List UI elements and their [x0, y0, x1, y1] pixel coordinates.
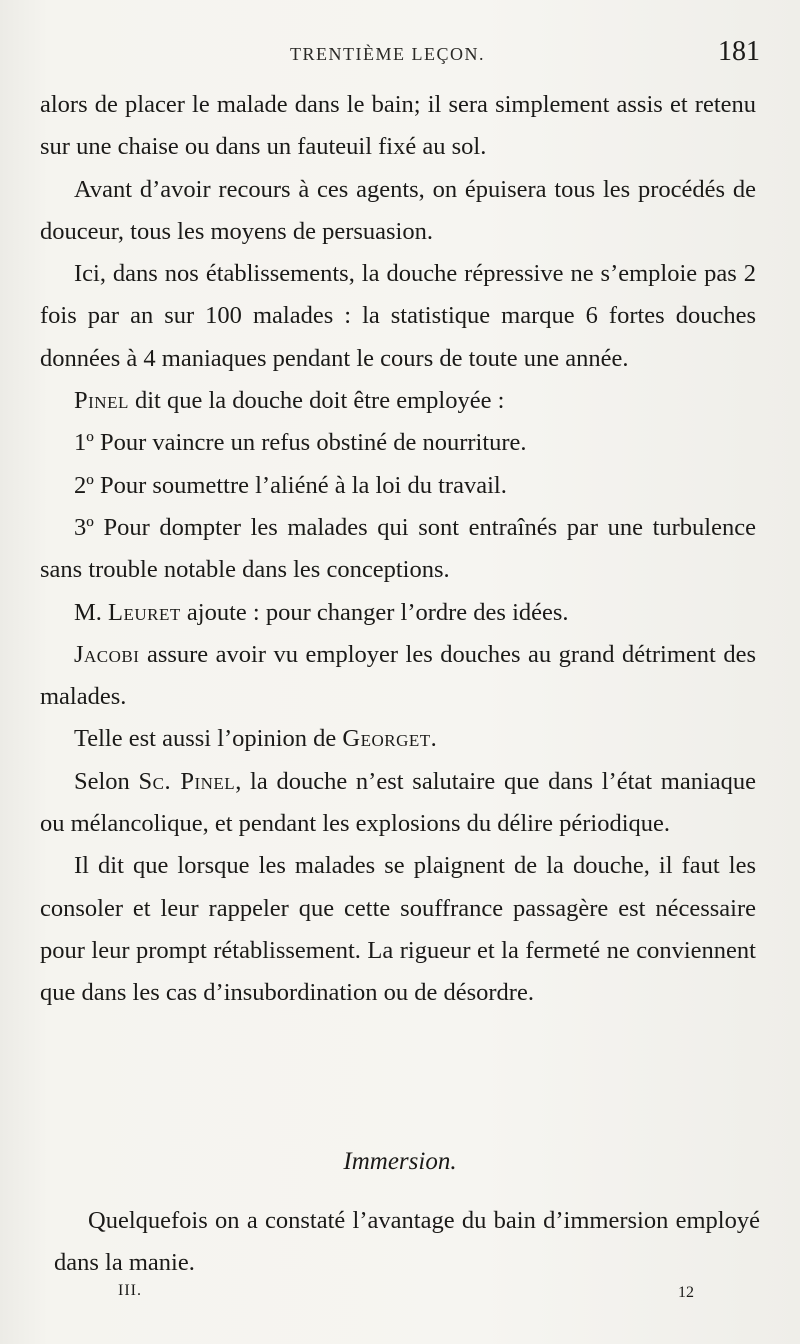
list-item — [40, 465, 756, 507]
paragraph-text: dit que la douche doit être employée : — [128, 387, 505, 415]
list-item — [40, 507, 756, 592]
list-item — [40, 422, 756, 464]
paragraph-text: Quelquefois on a constaté l’avantage du bain d’immersion employé dans la manie. — [54, 1207, 760, 1276]
closing-paragraph — [54, 1200, 760, 1284]
page-number: 181 — [718, 36, 760, 67]
paragraph — [40, 634, 756, 719]
paragraph-text: Telle est aussi l’opinion de — [74, 725, 343, 753]
paragraph — [54, 1200, 760, 1284]
paragraph-text: M. — [74, 598, 109, 626]
paragraph-text: Il dit que lorsque les malades se plaignent de la douche, il faut les consoler et leur rappeler que cette souffrance passagère est nécessaire pour leur prompt rétablissement. La rigueur et la fermeté ne conviennent que dans les cas d’insubordination ou de désordre. — [40, 852, 756, 1007]
paragraph — [40, 84, 756, 169]
paragraph — [40, 761, 756, 846]
running-head: TRENTIÈME LEÇON. — [290, 44, 485, 64]
paragraph-text: Avant d’avoir recours à ces agents, on épuisera tous les procédés de douceur, tous les moyens de persuasion. — [40, 175, 756, 245]
paragraph-text: , la douche n’est salutaire que dans l’état maniaque ou mélancolique, et pendant les explosions du délire périodique. — [40, 767, 757, 838]
paragraph — [40, 845, 756, 1014]
volume-signature: III. — [118, 1282, 142, 1299]
body-text — [40, 84, 756, 1015]
list-item-text: 3º Pour dompter les malades qui sont entraînés par une turbulence sans trouble notable dans les conceptions. — [40, 513, 756, 584]
section-title: Immersion. — [343, 1148, 457, 1175]
list-item-text: 1º Pour vaincre un refus obstiné de nourriture. — [74, 429, 527, 457]
paragraph-text: Selon — [74, 767, 139, 795]
paragraph — [40, 718, 756, 760]
author-name: Leuret — [108, 598, 181, 626]
paragraph — [40, 169, 756, 254]
paragraph — [40, 253, 756, 380]
paragraph-text: ajoute : pour changer l’ordre des idées. — [180, 598, 569, 626]
author-name: Sc. Pinel — [138, 767, 236, 795]
paragraph-text: . — [430, 725, 437, 753]
author-name: Pinel — [74, 387, 129, 415]
page-header — [40, 38, 760, 78]
list-item-text: 2º Pour soumettre l’aliéné à la loi du travail. — [74, 471, 507, 499]
paragraph-text: assure avoir vu employer les douches au grand détriment des malades. — [40, 640, 756, 711]
paragraph-text: alors de placer le malade dans le bain; il sera simplement assis et retenu sur une chaise ou dans un fauteuil fixé au sol. — [40, 91, 756, 161]
author-name: Georget — [342, 725, 431, 753]
paragraph — [40, 592, 756, 634]
paragraph — [40, 380, 756, 422]
paragraph-text: Ici, dans nos établissements, la douche répressive ne s’emploie pas 2 fois par an sur 100 malades : la statistique marque 6 fortes douches données à 4 maniaques pendant le cours de toute une année. — [40, 260, 756, 372]
author-name: Jacobi — [74, 640, 140, 668]
gathering-signature: 12 — [678, 1284, 694, 1301]
